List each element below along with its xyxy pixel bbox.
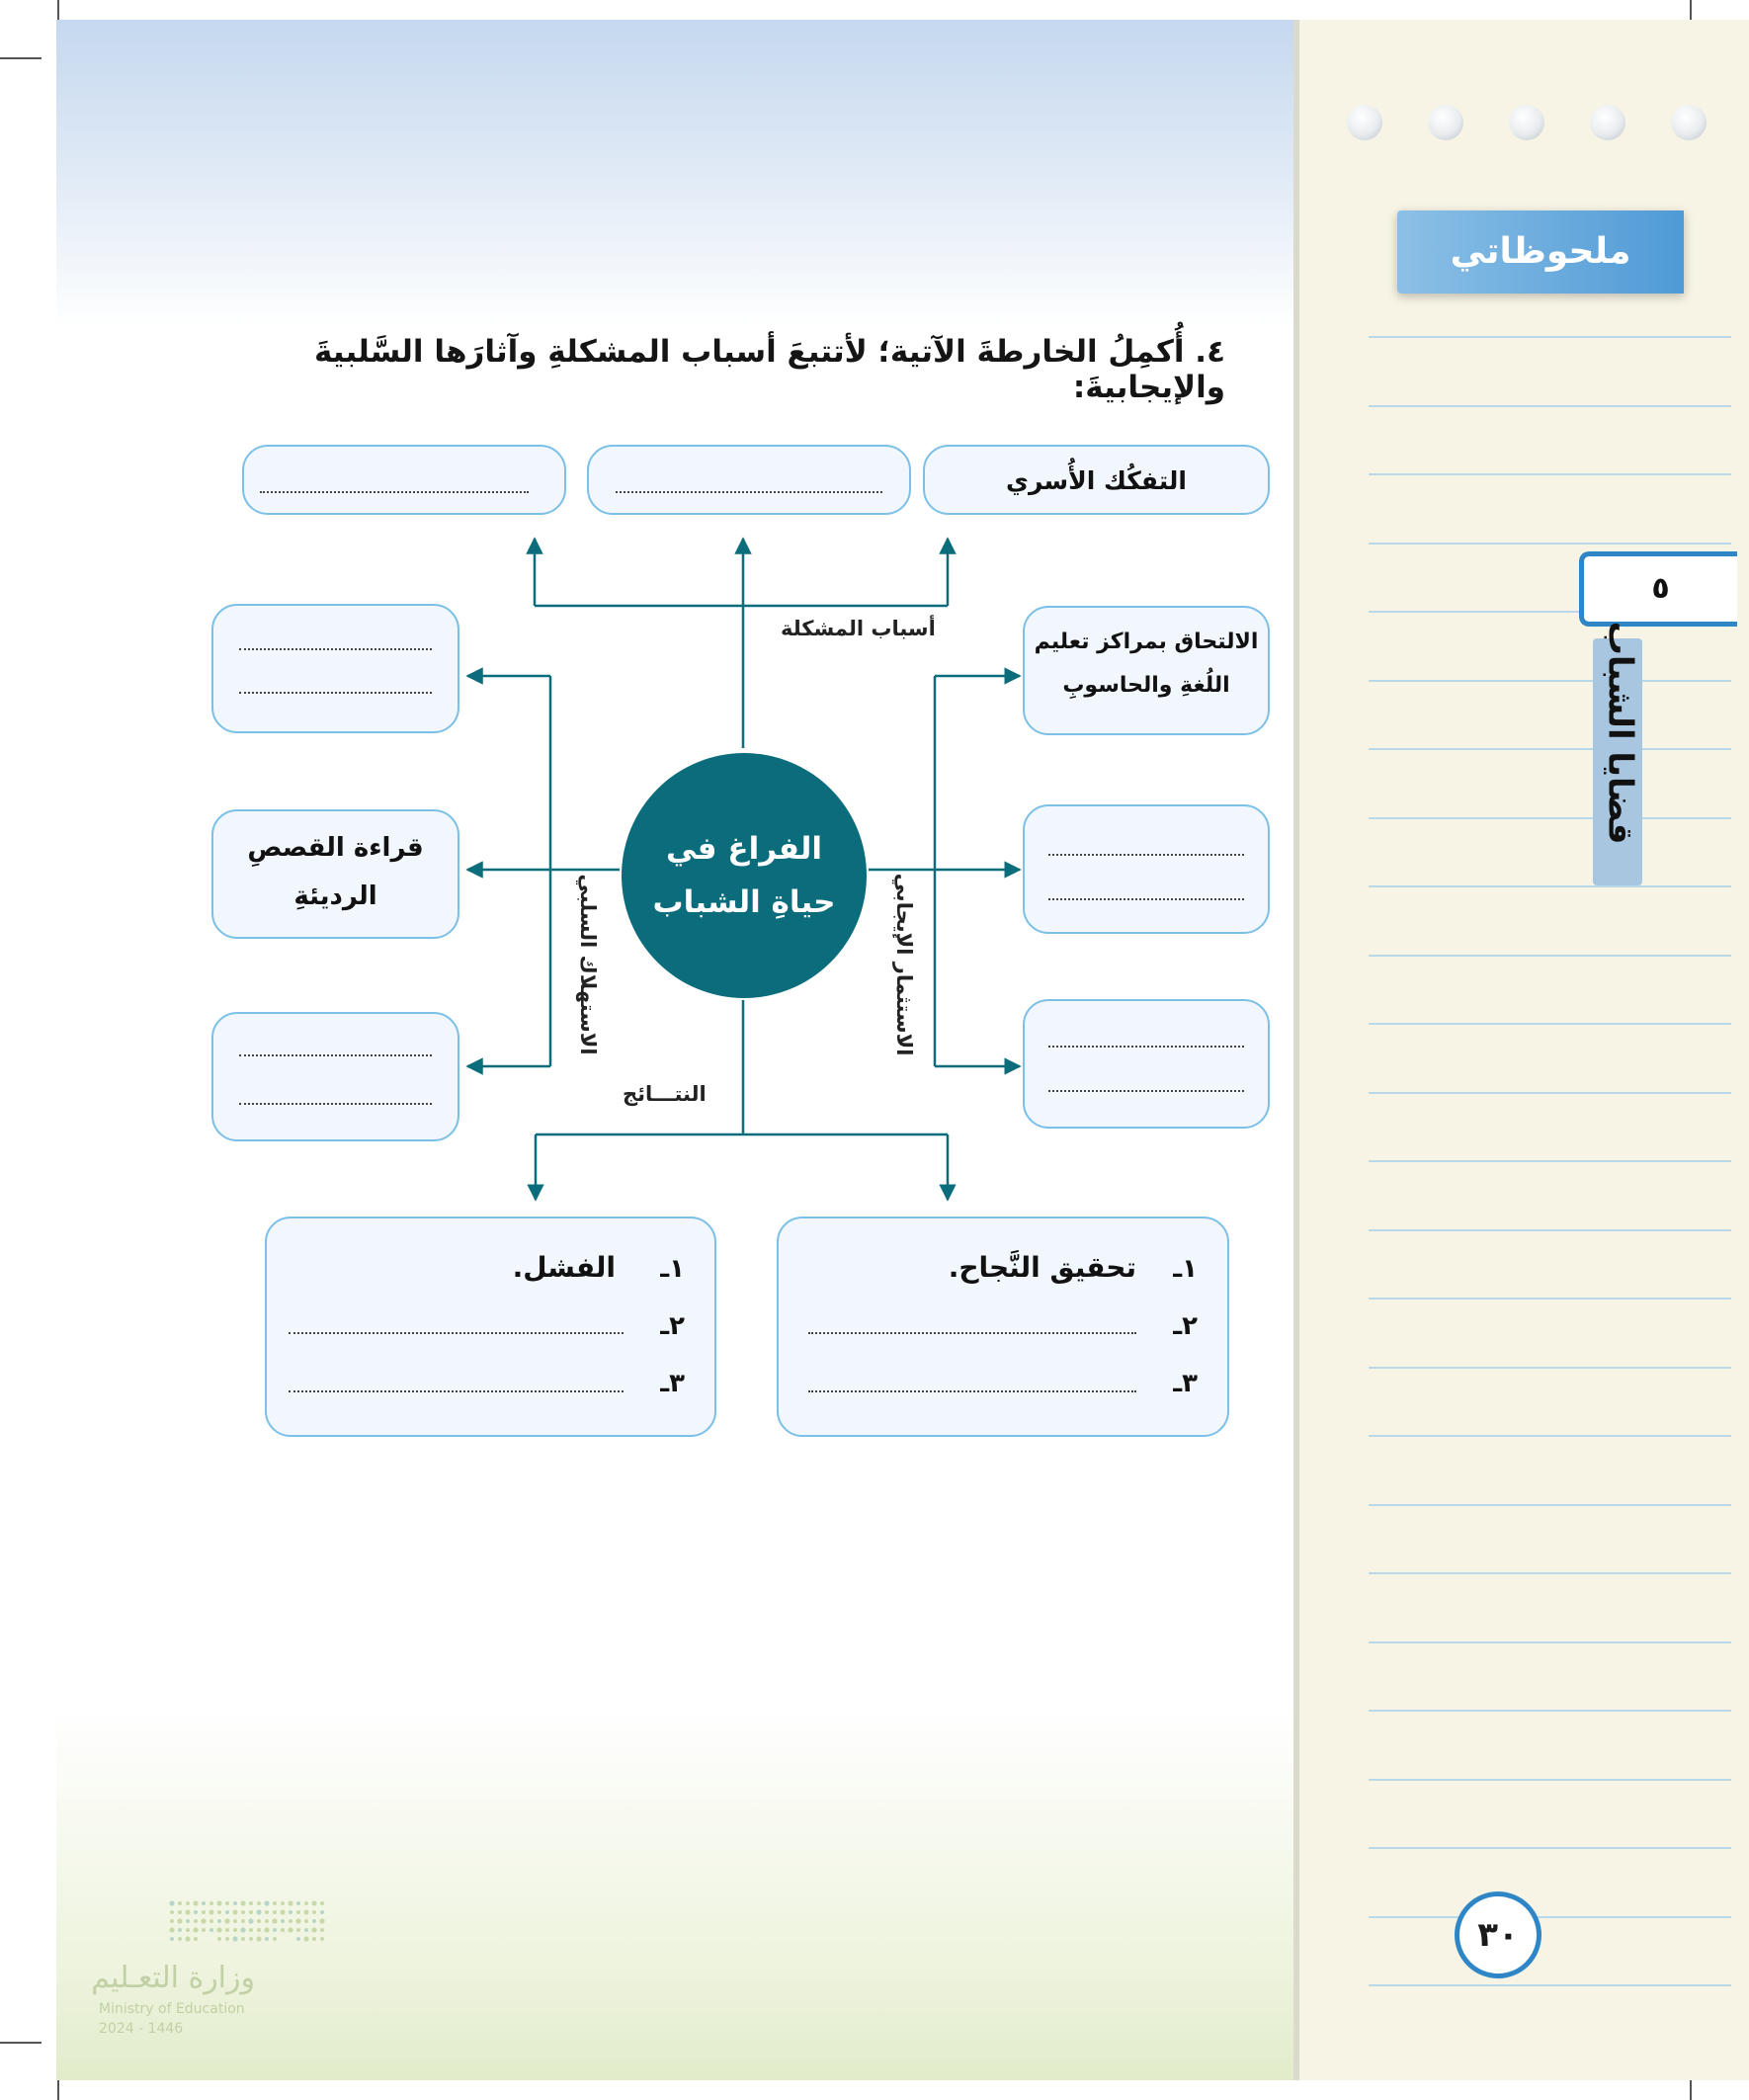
results-label: النتـــائج (623, 1082, 707, 1106)
answer-line[interactable] (1048, 1046, 1244, 1048)
answer-line[interactable] (289, 1390, 624, 1392)
negative-2-line1: قراءة القصصِ (247, 833, 424, 863)
unit-title: قضايا الشباب (1600, 621, 1640, 845)
ministry-name-en: Ministry of Education (99, 2001, 245, 2017)
negative-box-2 (211, 809, 459, 939)
cause-1-text: التفكُك الأُسري (1006, 466, 1187, 495)
positive-box-3[interactable] (1023, 999, 1270, 1129)
answer-line[interactable] (239, 1054, 432, 1056)
item-number: ٢ـ (660, 1311, 685, 1341)
causes-label: أسباب المشكلة (781, 617, 936, 640)
negative-box-3[interactable] (211, 1012, 459, 1141)
answer-line[interactable] (289, 1332, 624, 1334)
item-number: ٣ـ (1173, 1369, 1198, 1398)
failure-results-box (265, 1217, 716, 1437)
positive-1-line2: اللُغةِ والحاسوبِ (1062, 673, 1230, 698)
answer-line[interactable] (1048, 854, 1244, 856)
answer-line[interactable] (239, 1103, 432, 1105)
failure-1-text: الفشل. (512, 1251, 616, 1284)
answer-line[interactable] (239, 648, 432, 650)
page-number: ٣٠ (1455, 1891, 1541, 1978)
positive-1-line1: الالتحاق بمراكز تعليم (1034, 630, 1259, 654)
ministry-name-ar: وزارة التعـليم (91, 1961, 255, 1995)
answer-line[interactable] (239, 692, 432, 694)
ministry-logo-icon (168, 1897, 326, 1947)
center-line-1: الفراغ في (665, 830, 823, 867)
negative-2-line2: الرديئةِ (293, 882, 377, 911)
question-text: ٤. أُكمِلُ الخارطةَ الآتية؛ لأتتبعَ أسباب المشكلةِ وآثارَها السَّلبيةَ والإيجابيةَ: (313, 334, 1225, 405)
answer-line[interactable] (808, 1332, 1136, 1334)
item-number: ١ـ (1173, 1254, 1198, 1284)
edition-year: 2024 - 1446 (99, 2021, 184, 2037)
positive-label: الاستثمار الإيجابي (892, 873, 916, 1056)
cause-box-3[interactable] (242, 445, 566, 515)
positive-box-2[interactable] (1023, 804, 1270, 934)
answer-line[interactable] (808, 1390, 1136, 1392)
positive-box-1 (1023, 606, 1270, 735)
item-number: ٣ـ (660, 1369, 685, 1398)
item-number: ٢ـ (1173, 1311, 1198, 1341)
negative-box-1[interactable] (211, 604, 459, 733)
success-results-box (777, 1217, 1229, 1437)
answer-line[interactable] (1048, 898, 1244, 900)
center-topic (622, 753, 867, 998)
answer-line[interactable] (260, 491, 529, 493)
center-line-2: حياةِ الشباب (652, 884, 836, 920)
negative-label: الاستهلاك السلبي (576, 874, 600, 1055)
success-1-text: تحقيق النَّجاح. (948, 1251, 1136, 1284)
cause-box-1 (923, 445, 1270, 515)
answer-line[interactable] (616, 491, 882, 493)
answer-line[interactable] (1048, 1090, 1244, 1092)
unit-number: ٥ (1579, 551, 1737, 627)
cause-box-2[interactable] (587, 445, 911, 515)
notes-tab: ملحوظاتي (1397, 210, 1684, 294)
item-number: ١ـ (660, 1254, 685, 1284)
